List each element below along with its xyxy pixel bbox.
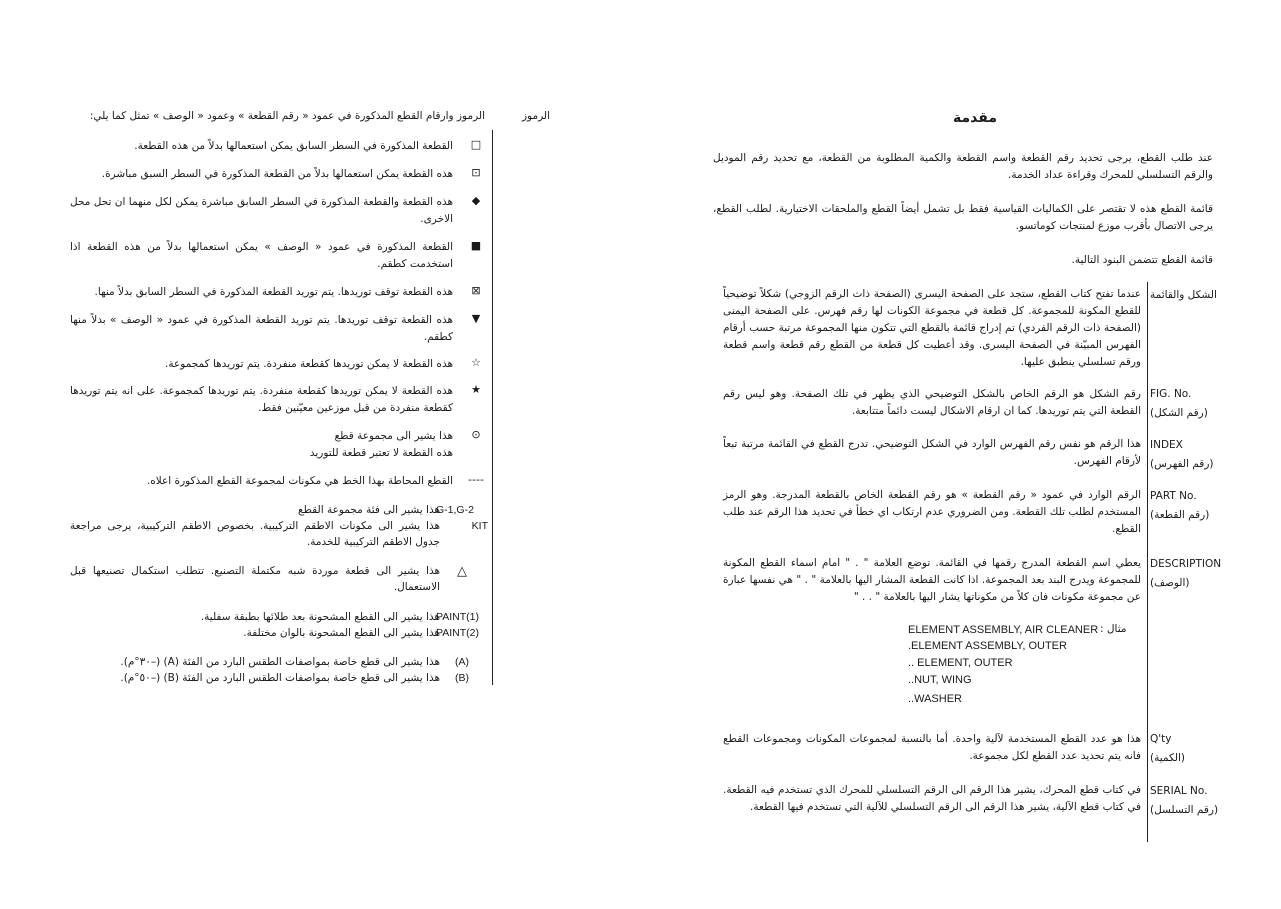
item-label-ar: الشكل والقائمة [1150, 289, 1217, 301]
symbol-icon: ⊡ [471, 166, 481, 179]
symbols-divider [492, 130, 493, 685]
symbol-icon: ◆ [471, 194, 481, 207]
symbol-description: هذه القطعة يمكن استعمالها بدلاً من القطعة المذكورة في السطر السبق مباشرة. [101, 168, 453, 180]
example-line: ELEMENT ASSEMBLY, AIR CLEANER [908, 624, 1099, 636]
symbol-icon: ⊙ [471, 428, 481, 441]
item-label-ar: (رقم القطعة) [1150, 509, 1210, 521]
symbol-description: القطع المحاطة بهذا الخط هي مكونات لمجموعة القطع المذكورة اعلاه. [146, 475, 453, 487]
item-description: الرقم الوارد في عمود « رقم القطعة » هو رقم القطعة الخاص بالقطعة المدرجة. وهو الرمز المستخدم لطلب تلك القطعة. ومن الضروري عدم ارتكاب اي خطأ في تحديد هذا الرقم عند طلب القطع. [723, 489, 1141, 535]
item-label-en: FIG. No. [1150, 388, 1192, 400]
intro-paragraph-3: قائمة القطع تتضمن البنود التالية. [1071, 254, 1213, 266]
item-label-ar: (الوصف) [1150, 577, 1190, 589]
symbol-description: هذا يشير الى مجموعة قطع هذه القطعة لا تعتبر قطعة للتوريد [309, 430, 453, 459]
item-description: عندما تفتح كتاب القطع، ستجد على الصفحة اليسرى (الصفحة ذات الرقم الزوجي) شكلاً توضيحياً للقطع المكونة للمجموعة. كل قطعة في مجموعة الكونات لها رقم فهرس. على الصفحة اليمنى (الصفحة ذات الرقم الفردي) تم إدراج قائمة بالقطع التي تتكون منها المجموعة مرتبة حسب أرقام الفهرس المبيّنة في الصفحة اليسرى. وقد أعطيت كل قطعة من القطع رقم قطعة واسم قطعة ورقم تسلسلي ينطبق عليها. [723, 288, 1141, 368]
intro-paragraph-2: قائمة القطع هذه لا تقتصر على الكماليات القياسية فقط بل تشمل أيضاً القطع والملحقات الاختيارية. لطلب القطع، يرجى الاتصال بأقرب موزع لمنتجات كوماتسو. [713, 203, 1213, 232]
code-description: هذا يشير الى مكونات الاطقم التركيبية. بخصوص الاطقم التركيبية، يرجى مراجعة جدول الاطقم التركيبية للخدمة. [70, 520, 440, 548]
page-title: مقدمة [953, 110, 997, 126]
item-label [1150, 436, 1220, 474]
item-label [1150, 555, 1220, 593]
item-label-en: Q'ty [1150, 733, 1172, 745]
symbols-heading: الرموز [521, 110, 551, 122]
code-description: هذا يشير الى قطع خاصة بمواصفات الطقس البارد من الفئة (A) (–٣٠°م). [120, 656, 440, 668]
item-label [1150, 286, 1220, 305]
symbol-icon: ⊠ [471, 284, 481, 297]
item-description: هذا الرقم هو نفس رقم الفهرس الوارد في الشكل التوضيحي. تدرج القطع في القائمة مرتبة تبعاً لأرقام الفهرس. [723, 438, 1141, 467]
code-description: هذا يشير الى القطع المشحونة بالوان مختلفة. [243, 627, 440, 639]
code-description: هذا يشير الى القطع المشحونة بعد طلائها بطبقة سفلية. [200, 611, 440, 623]
item-label-ar: (الكمية) [1150, 752, 1185, 764]
item-description: هذا هو عدد القطع المستخدمة لآلية واحدة. أما بالنسبة لمجموعات المكونات ومجموعات القطع فانه يتم تحديد عدد القطع لكل مجموعة. [723, 733, 1141, 762]
symbol-icon: ▼ [471, 312, 481, 325]
symbol-description: هذه القطعة توقف توريدها. يتم توريد القطعة المذكورة في السطر السابق بدلاً منها. [94, 286, 453, 298]
intro-paragraph-1: عند طلب القطع، يرجى تحديد رقم القطعة واسم القطعة والكمية المطلوبة من القطعة، مع تحديد رقم الموديل والرقم التسلسلي للمحرك وقراءة عداد الخدمة. [713, 152, 1213, 181]
item-label-en: INDEX [1150, 439, 1183, 451]
item-label [1150, 487, 1220, 525]
item-label-en: SERIAL No. [1150, 785, 1208, 797]
item-label-en: PART No. [1150, 490, 1197, 502]
example-line: .ELEMENT ASSEMBLY, OUTER [908, 640, 1067, 652]
code-label: (A) [455, 656, 469, 668]
code-description: هذا يشير الى فئة مجموعة القطع [297, 504, 440, 516]
code-description: هذا يشير الى قطعة موردة شبه مكتملة التصنيع. تتطلب استكمال تصنيعها قبل الاستعمال. [70, 565, 440, 593]
symbol-icon: ---- [468, 473, 484, 486]
symbol-icon: ☆ [471, 356, 481, 369]
code-label: G-1,G-2 [436, 504, 474, 516]
code-label: (B) [455, 672, 469, 684]
symbol-icon: ■ [470, 239, 482, 252]
symbol-description: القطعة المذكورة في عمود « الوصف » يمكن استعمالها بدلاً من هذه القطعة اذا استخدمت كطقم. [70, 241, 453, 270]
symbol-icon: □ [470, 138, 482, 151]
symbol-description: هذه القطعة والقطعة المذكورة في السطر السابق مباشرة يمكن لكل منهما ان تحل محل الاخرى. [70, 196, 453, 225]
item-label-en: DESCRIPTION [1150, 558, 1222, 570]
example-line: .. ELEMENT, OUTER [908, 657, 1013, 669]
symbol-description: هذه القطعة توقف توريدها. يتم توريد القطعة المذكورة في عمود « الوصف » بدلاً منها كطقم. [70, 314, 453, 343]
item-label-ar: (رقم الفهرس) [1150, 458, 1214, 470]
code-label: PAINT(1) [436, 611, 479, 623]
item-label [1150, 730, 1220, 768]
item-label-ar: (رقم الشكل) [1150, 407, 1208, 419]
code-description: هذا يشير الى قطع خاصة بمواصفات الطقس البارد من الفئة (B) (–٥٠°م). [120, 672, 440, 684]
symbol-icon: ★ [471, 383, 481, 396]
item-description: رقم الشكل هو الرقم الخاص بالشكل التوضيحي الذي يظهر في تلك الصفحة. وهو ليس رقم القطعة التي يتم توريدها. كما ان ارقام الاشكال ليست دائماً متتابعة. [723, 388, 1141, 417]
symbols-intro: الرموز وارقام القطع المذكورة في عمود « رقم القطعة » وعمود « الوصف » تمثل كما يلي: [89, 110, 485, 122]
item-description: يعطي اسم القطعة المدرج رقمها في القائمة. توضع العلامة " . " امام اسماء القطع المكونة للمجموعة ويدرج البند بعد المجموعة. اذا كانت القطعة المشار اليها بالعلامة " . " هي نفسها عبارة عن مجموعة مكونات فان كلاً من مكوناتها يشار اليها بالعلامة " . . " [723, 557, 1141, 603]
example-label: مثال : [1100, 623, 1127, 635]
symbol-description: هذه القطعة لا يمكن توريدها كقطعة منفردة. يتم توريدها كمجموعة. [165, 358, 453, 370]
example-line: ..NUT, WING [908, 674, 972, 686]
code-label: PAINT(2) [436, 627, 479, 639]
item-label [1150, 385, 1220, 423]
symbol-description: القطعة المذكورة في السطر السابق يمكن استعمالها بدلاً من هذه القطعة. [134, 140, 453, 152]
item-label-ar: (رقم التسلسل) [1150, 804, 1219, 816]
item-label [1150, 782, 1220, 820]
code-label: △ [457, 563, 467, 578]
column-divider [1147, 282, 1148, 842]
example-line: ..WASHER [908, 693, 962, 705]
item-description: في كتاب قطع المحرك، يشير هذا الرقم الى الرقم التسلسلي للمحرك الذي تستخدم فيه القطعة. في كتاب قطع الآلية، يشير هذا الرقم الى الرقم التسلسلي للآلية التي تستخدم فيها القطعة. [723, 784, 1141, 813]
code-label: KIT [471, 520, 488, 532]
symbol-description: هذه القطعة لا يمكن توريدها كقطعة منفردة. يتم توريدها كمجموعة. على انه يتم توريدها كقطعة منفردة من قبل موزعين معيّنين فقط. [70, 385, 453, 414]
